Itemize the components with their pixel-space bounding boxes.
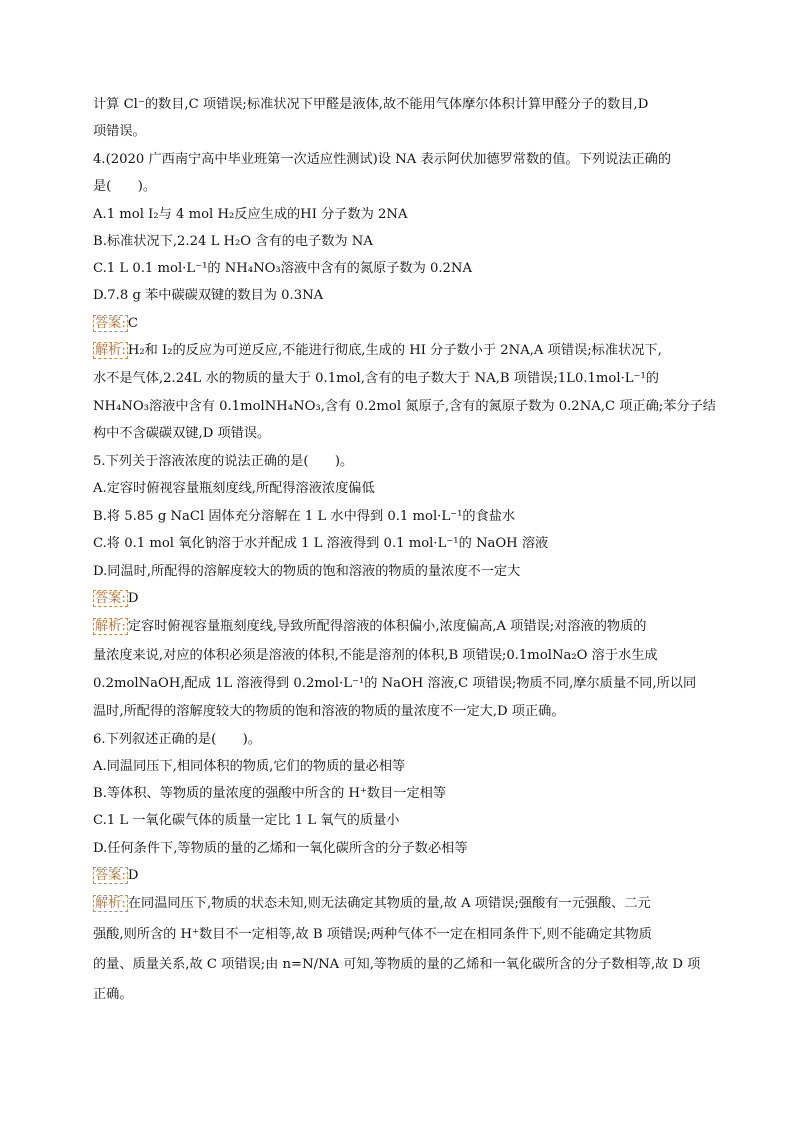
q6-option-d: D.任何条件下,等物质的量的乙烯和一氧化碳所含的分子数必相等 <box>93 841 468 856</box>
q4-analysis-line-4: 构中不含碳碳双键,D 项错误。 <box>93 426 271 441</box>
answer-value: D <box>127 868 139 883</box>
q5-analysis-line-3: 0.2molNaOH,配成 1L 溶液得到 0.2mol·L⁻¹的 NaOH 溶液,C 项错误;物质不同,摩尔质量不同,所以同 <box>93 676 697 691</box>
analysis-text: 定容时俯视容量瓶刻度线,导致所配得溶液的体积偏小,浓度偏高,A 项错误;对溶液的物质的 <box>127 619 647 634</box>
q3-analysis-line-1: 计算 Cl⁻的数目,C 项错误;标准状况下甲醛是液体,故不能用气体摩尔体积计算甲醛分子的数目,D <box>93 97 649 112</box>
q6-answer <box>93 867 714 885</box>
q6-option-b: B.等体积、等物质的量浓度的强酸中所含的 H⁺数目一定相等 <box>93 786 447 801</box>
q6-analysis-line-1 <box>93 895 714 913</box>
answer-label: 答案: <box>95 591 126 606</box>
q6-analysis-line-4: 正确。 <box>93 987 133 1002</box>
q4-option-c: C.1 L 0.1 mol·L⁻¹的 NH₄NO₃溶液中含有的氮原子数为 0.2NA <box>93 261 472 276</box>
q4-analysis-line-1 <box>93 342 714 360</box>
answer-value: D <box>127 591 139 606</box>
q5-analysis-line-1 <box>93 618 714 636</box>
q4-option-a: A.1 mol I₂与 4 mol H₂反应生成的HI 分子数为 2NA <box>93 207 408 222</box>
answer-label: 答案: <box>95 868 126 883</box>
q6-option-a: A.同温同压下,相同体积的物质,它们的物质的量必相等 <box>93 759 406 774</box>
q4-answer <box>93 315 714 333</box>
q6-option-c: C.1 L 一氧化碳气体的质量一定比 1 L 氧气的质量小 <box>93 813 400 828</box>
answer-label: 答案: <box>95 316 126 331</box>
analysis-text: H₂和 I₂的反应为可逆反应,不能进行彻底,生成的 HI 分子数小于 2NA,A 项错误;标准状况下, <box>127 343 662 358</box>
q4-stem-line-2: 是( )。 <box>93 179 157 194</box>
analysis-label: 解析: <box>95 896 126 911</box>
analysis-label: 解析: <box>95 343 126 358</box>
q5-option-c: C.将 0.1 mol 氧化钠溶于水并配成 1 L 溶液得到 0.1 mol·L⁻¹的 NaOH 溶液 <box>93 536 549 551</box>
analysis-label: 解析: <box>95 619 126 634</box>
q4-analysis-line-3: NH₄NO₃溶液中含有 0.1molNH₄NO₃,含有 0.2mol 氮原子,含有的氮原子数为 0.2NA,C 项正确;苯分子结 <box>93 399 716 414</box>
q6-stem: 6.下列叙述正确的是( )。 <box>93 732 261 747</box>
q5-answer <box>93 590 714 608</box>
q3-analysis-line-2: 项错误。 <box>93 124 146 139</box>
answer-value: C <box>127 316 138 331</box>
q6-analysis-line-3: 的量、质量关系,故 C 项错误;由 n=N/NA 可知,等物质的量的乙烯和一氧化碳所含的分子数相等,故 D 项 <box>93 957 701 972</box>
q5-option-b: B.将 5.85 g NaCl 固体充分溶解在 1 L 水中得到 0.1 mol·L⁻¹的食盐水 <box>93 509 516 524</box>
q4-option-b: B.标准状况下,2.24 L H₂O 含有的电子数为 NA <box>93 234 373 249</box>
q5-option-d: D.同温时,所配得的溶解度较大的物质的饱和溶液的物质的量浓度不一定大 <box>93 564 521 579</box>
q5-analysis-line-2: 量浓度来说,对应的体积必须是溶液的体积,不能是溶剂的体积,B 项错误;0.1molNa₂O 溶于水生成 <box>93 648 658 663</box>
q5-option-a: A.定容时俯视容量瓶刻度线,所配得溶液浓度偏低 <box>93 481 375 496</box>
q6-analysis-line-2: 强酸,则所含的 H⁺数目不一定相等,故 B 项错误;两种气体不一定在相同条件下,则不能确定其物质 <box>93 927 652 942</box>
q5-stem: 5.下列关于溶液浓度的说法正确的是( )。 <box>93 454 354 469</box>
q4-option-d: D.7.8 g 苯中碳碳双键的数目为 0.3NA <box>93 288 324 303</box>
q4-stem-line-1: 4.(2020 广西南宁高中毕业班第一次适应性测试)设 NA 表示阿伏加德罗常数的值。下列说法正确的 <box>93 152 672 167</box>
analysis-text: 在同温同压下,物质的状态未知,则无法确定其物质的量,故 A 项错误;强酸有一元强酸、二元 <box>127 896 651 911</box>
q4-analysis-line-2: 水不是气体,2.24L 水的物质的量大于 0.1mol,含有的电子数大于 NA,B 项错误;1L0.1mol·L⁻¹的 <box>93 371 659 386</box>
q5-analysis-line-4: 温时,所配得的溶解度较大的物质的饱和溶液的物质的量浓度不一定大,D 项正确。 <box>93 704 565 719</box>
